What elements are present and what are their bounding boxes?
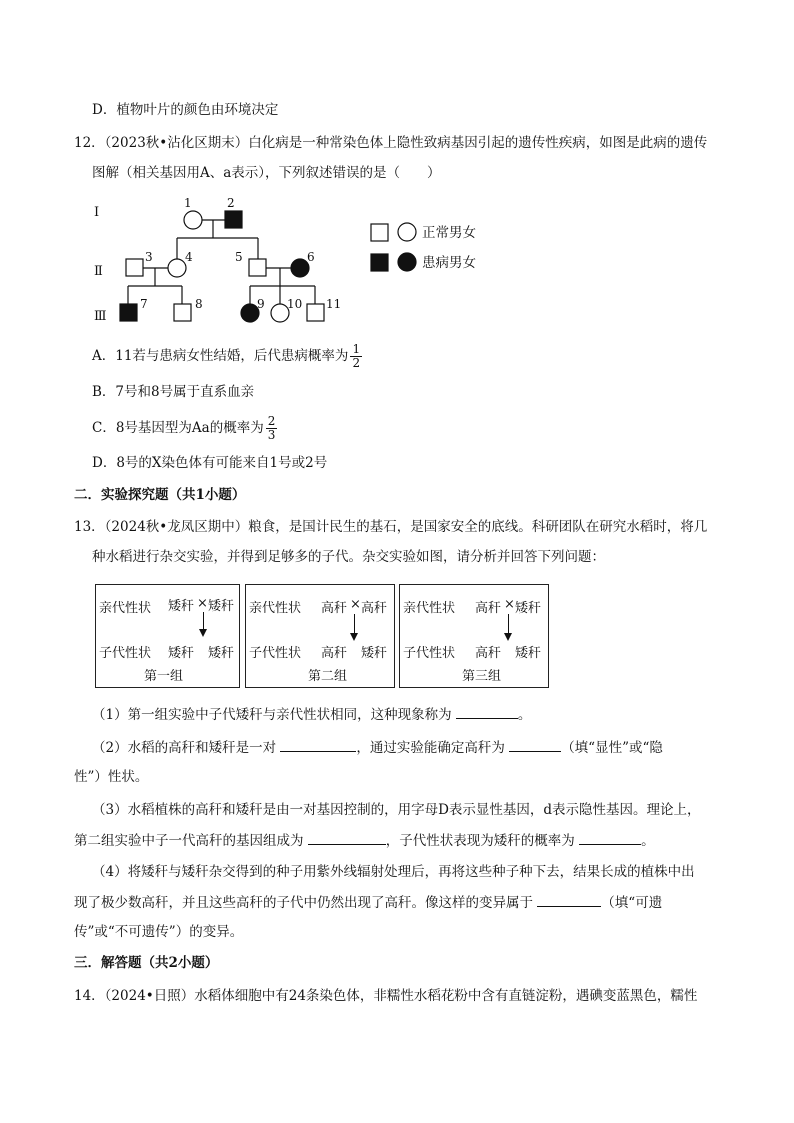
parent-trait-1: 高秆 bbox=[321, 601, 348, 616]
q11-option-d: D．植物叶片的颜色由环境决定 bbox=[92, 102, 279, 118]
q13-sub2-text2: ，通过实验能确定高秆为 bbox=[356, 740, 505, 756]
q13-sub4-cont2: 传”或“不可遗传”）的变异。 bbox=[74, 924, 244, 940]
section-3-title: 三．解答题（共2小题） bbox=[74, 955, 219, 971]
person-id: 8 bbox=[195, 297, 203, 311]
q13-sub3-text2: ，子代性状表现为矮秆的概率为 bbox=[385, 833, 575, 849]
q12-option-c bbox=[92, 415, 277, 442]
cross-arrow-line bbox=[354, 614, 355, 634]
q12-stem-line2: 图解（相关基因用A、a表示），下列叙述错误的是（ ） bbox=[92, 165, 441, 181]
q13-sub2-text: （2）水稻的高秆和矮秆是一对 bbox=[92, 740, 277, 756]
legend-normal: 正常男女 bbox=[422, 225, 476, 241]
q13-sub1-text: （1）第一组实验中子代矮秆与亲代性状相同，这种现象称为 bbox=[92, 707, 452, 723]
q12-option-c-fraction bbox=[266, 415, 278, 442]
person-id: 10 bbox=[287, 297, 303, 311]
child-trait-2: 矮秆 bbox=[361, 646, 388, 661]
q13-sub2-text3: （填“显性”或“隐 bbox=[561, 740, 663, 756]
q12-option-a-fraction bbox=[350, 343, 362, 370]
cross-arrow-head bbox=[199, 629, 207, 637]
q13-sub4-cont bbox=[74, 892, 662, 913]
q12-option-c-text: C．8号基因型为Aa的概率为 bbox=[92, 420, 264, 436]
cross-arrow-line bbox=[508, 614, 509, 634]
fraction-numerator: 1 bbox=[352, 342, 361, 356]
person-id: 9 bbox=[257, 297, 265, 311]
q13-sub3-text: 第二组实验中子一代高秆的基因组成为 bbox=[74, 833, 304, 849]
gen-label-2: Ⅱ bbox=[94, 264, 103, 279]
q13-stem-line2: 种水稻进行杂交实验，并得到足够多的子代。杂交实验如图，请分析并回答下列问题： bbox=[92, 549, 605, 565]
person-id: 2 bbox=[227, 196, 235, 210]
q12-option-a-text: A．11若与患病女性结婚，后代患病概率为 bbox=[92, 348, 349, 364]
cross-sign: × bbox=[504, 597, 515, 612]
legend-affected: 患病男女 bbox=[422, 255, 476, 271]
parent-label: 亲代性状 bbox=[403, 601, 456, 616]
q13-sub1-end: 。 bbox=[517, 707, 532, 723]
q12-option-d: D．8号的X染色体有可能来自1号或2号 bbox=[92, 455, 328, 471]
parent-trait-1: 矮秆 bbox=[168, 599, 195, 614]
person-id: 11 bbox=[326, 297, 342, 311]
child-trait-2: 矮秆 bbox=[515, 646, 542, 661]
fraction-denominator: 2 bbox=[352, 356, 361, 370]
parent-trait-2: 高秆 bbox=[361, 601, 388, 616]
answer-blank[interactable] bbox=[456, 704, 518, 719]
cross-arrow-head bbox=[350, 633, 358, 641]
child-label: 子代性状 bbox=[99, 646, 152, 661]
q13-sub4-text: 现了极少数高秆，并且这些高秆的子代中仍然出现了高秆。像这样的变异属于 bbox=[74, 895, 533, 911]
q13-sub1 bbox=[92, 704, 531, 725]
answer-blank[interactable] bbox=[308, 830, 386, 845]
person-id: 4 bbox=[185, 250, 193, 264]
parent-trait-2: 矮秆 bbox=[515, 601, 542, 616]
cross-group-2 bbox=[245, 584, 395, 688]
cross-arrow-line bbox=[203, 612, 204, 630]
gen-label-3: Ⅲ bbox=[94, 309, 107, 324]
child-label: 子代性状 bbox=[249, 646, 302, 661]
cross-sign: × bbox=[350, 597, 361, 612]
q12-option-a bbox=[92, 343, 362, 370]
q12-stem-line1: 12．（2023秋•沾化区期末）白化病是一种常染色体上隐性致病基因引起的遗传性疾病，如图是此病的遗传 bbox=[74, 135, 708, 151]
child-trait-2: 矮秆 bbox=[208, 646, 235, 661]
person-id: 1 bbox=[184, 196, 192, 210]
q13-sub4-text2: （填“可遗 bbox=[601, 895, 663, 911]
cross-arrow-head bbox=[504, 633, 512, 641]
q13-sub4: （4）将矮秆与矮秆杂交得到的种子用紫外线辐射处理后，再将这些种子种下去，结果长成的植株中出 bbox=[92, 864, 695, 880]
cross-group-1 bbox=[95, 584, 240, 688]
parent-trait-1: 高秆 bbox=[475, 601, 502, 616]
child-trait-1: 高秆 bbox=[475, 646, 502, 661]
q13-sub3-end: 。 bbox=[641, 833, 655, 849]
answer-blank[interactable] bbox=[579, 830, 641, 845]
child-label: 子代性状 bbox=[403, 646, 456, 661]
q13-stem-line1: 13．（2024秋•龙凤区期中）粮食，是国计民生的基石，是国家安全的底线。科研团队在研究水稻时，将几 bbox=[74, 519, 708, 535]
group-name: 第一组 bbox=[144, 669, 184, 684]
person-id: 3 bbox=[145, 250, 153, 264]
person-id: 5 bbox=[235, 250, 243, 264]
fraction-denominator: 3 bbox=[267, 428, 276, 442]
fraction-numerator: 2 bbox=[267, 414, 276, 428]
group-name: 第三组 bbox=[462, 669, 502, 684]
child-trait-1: 高秆 bbox=[321, 646, 348, 661]
parent-label: 亲代性状 bbox=[249, 601, 302, 616]
q13-sub3: （3）水稻植株的高秆和矮秆是由一对基因控制的，用字母D表示显性基因，d表示隐性基因。理论上， bbox=[92, 802, 701, 818]
person-id: 6 bbox=[307, 250, 315, 264]
cross-group-3 bbox=[399, 584, 549, 688]
answer-blank[interactable] bbox=[537, 892, 601, 907]
parent-trait-2: 矮秆 bbox=[208, 599, 235, 614]
q13-sub2 bbox=[92, 737, 663, 758]
q13-sub2-cont: 性”）性状。 bbox=[74, 769, 149, 785]
pedigree-diagram bbox=[80, 190, 600, 330]
group-name: 第二组 bbox=[308, 669, 348, 684]
gen-label-1: Ⅰ bbox=[94, 205, 100, 220]
person-id: 7 bbox=[140, 297, 148, 311]
q13-sub3-cont bbox=[74, 830, 655, 851]
child-trait-1: 矮秆 bbox=[168, 646, 195, 661]
answer-blank[interactable] bbox=[509, 737, 561, 752]
q14-stem-line1: 14．（2024•日照）水稻体细胞中有24条染色体，非糯性水稻花粉中含有直链淀粉，遇碘变蓝黑色，糯性 bbox=[74, 988, 698, 1004]
cross-sign: × bbox=[197, 596, 208, 611]
parent-label: 亲代性状 bbox=[99, 601, 152, 616]
section-2-title: 二．实验探究题（共1小题） bbox=[74, 487, 246, 503]
q12-option-b: B．7号和8号属于直系血亲 bbox=[92, 384, 255, 400]
answer-blank[interactable] bbox=[280, 737, 356, 752]
